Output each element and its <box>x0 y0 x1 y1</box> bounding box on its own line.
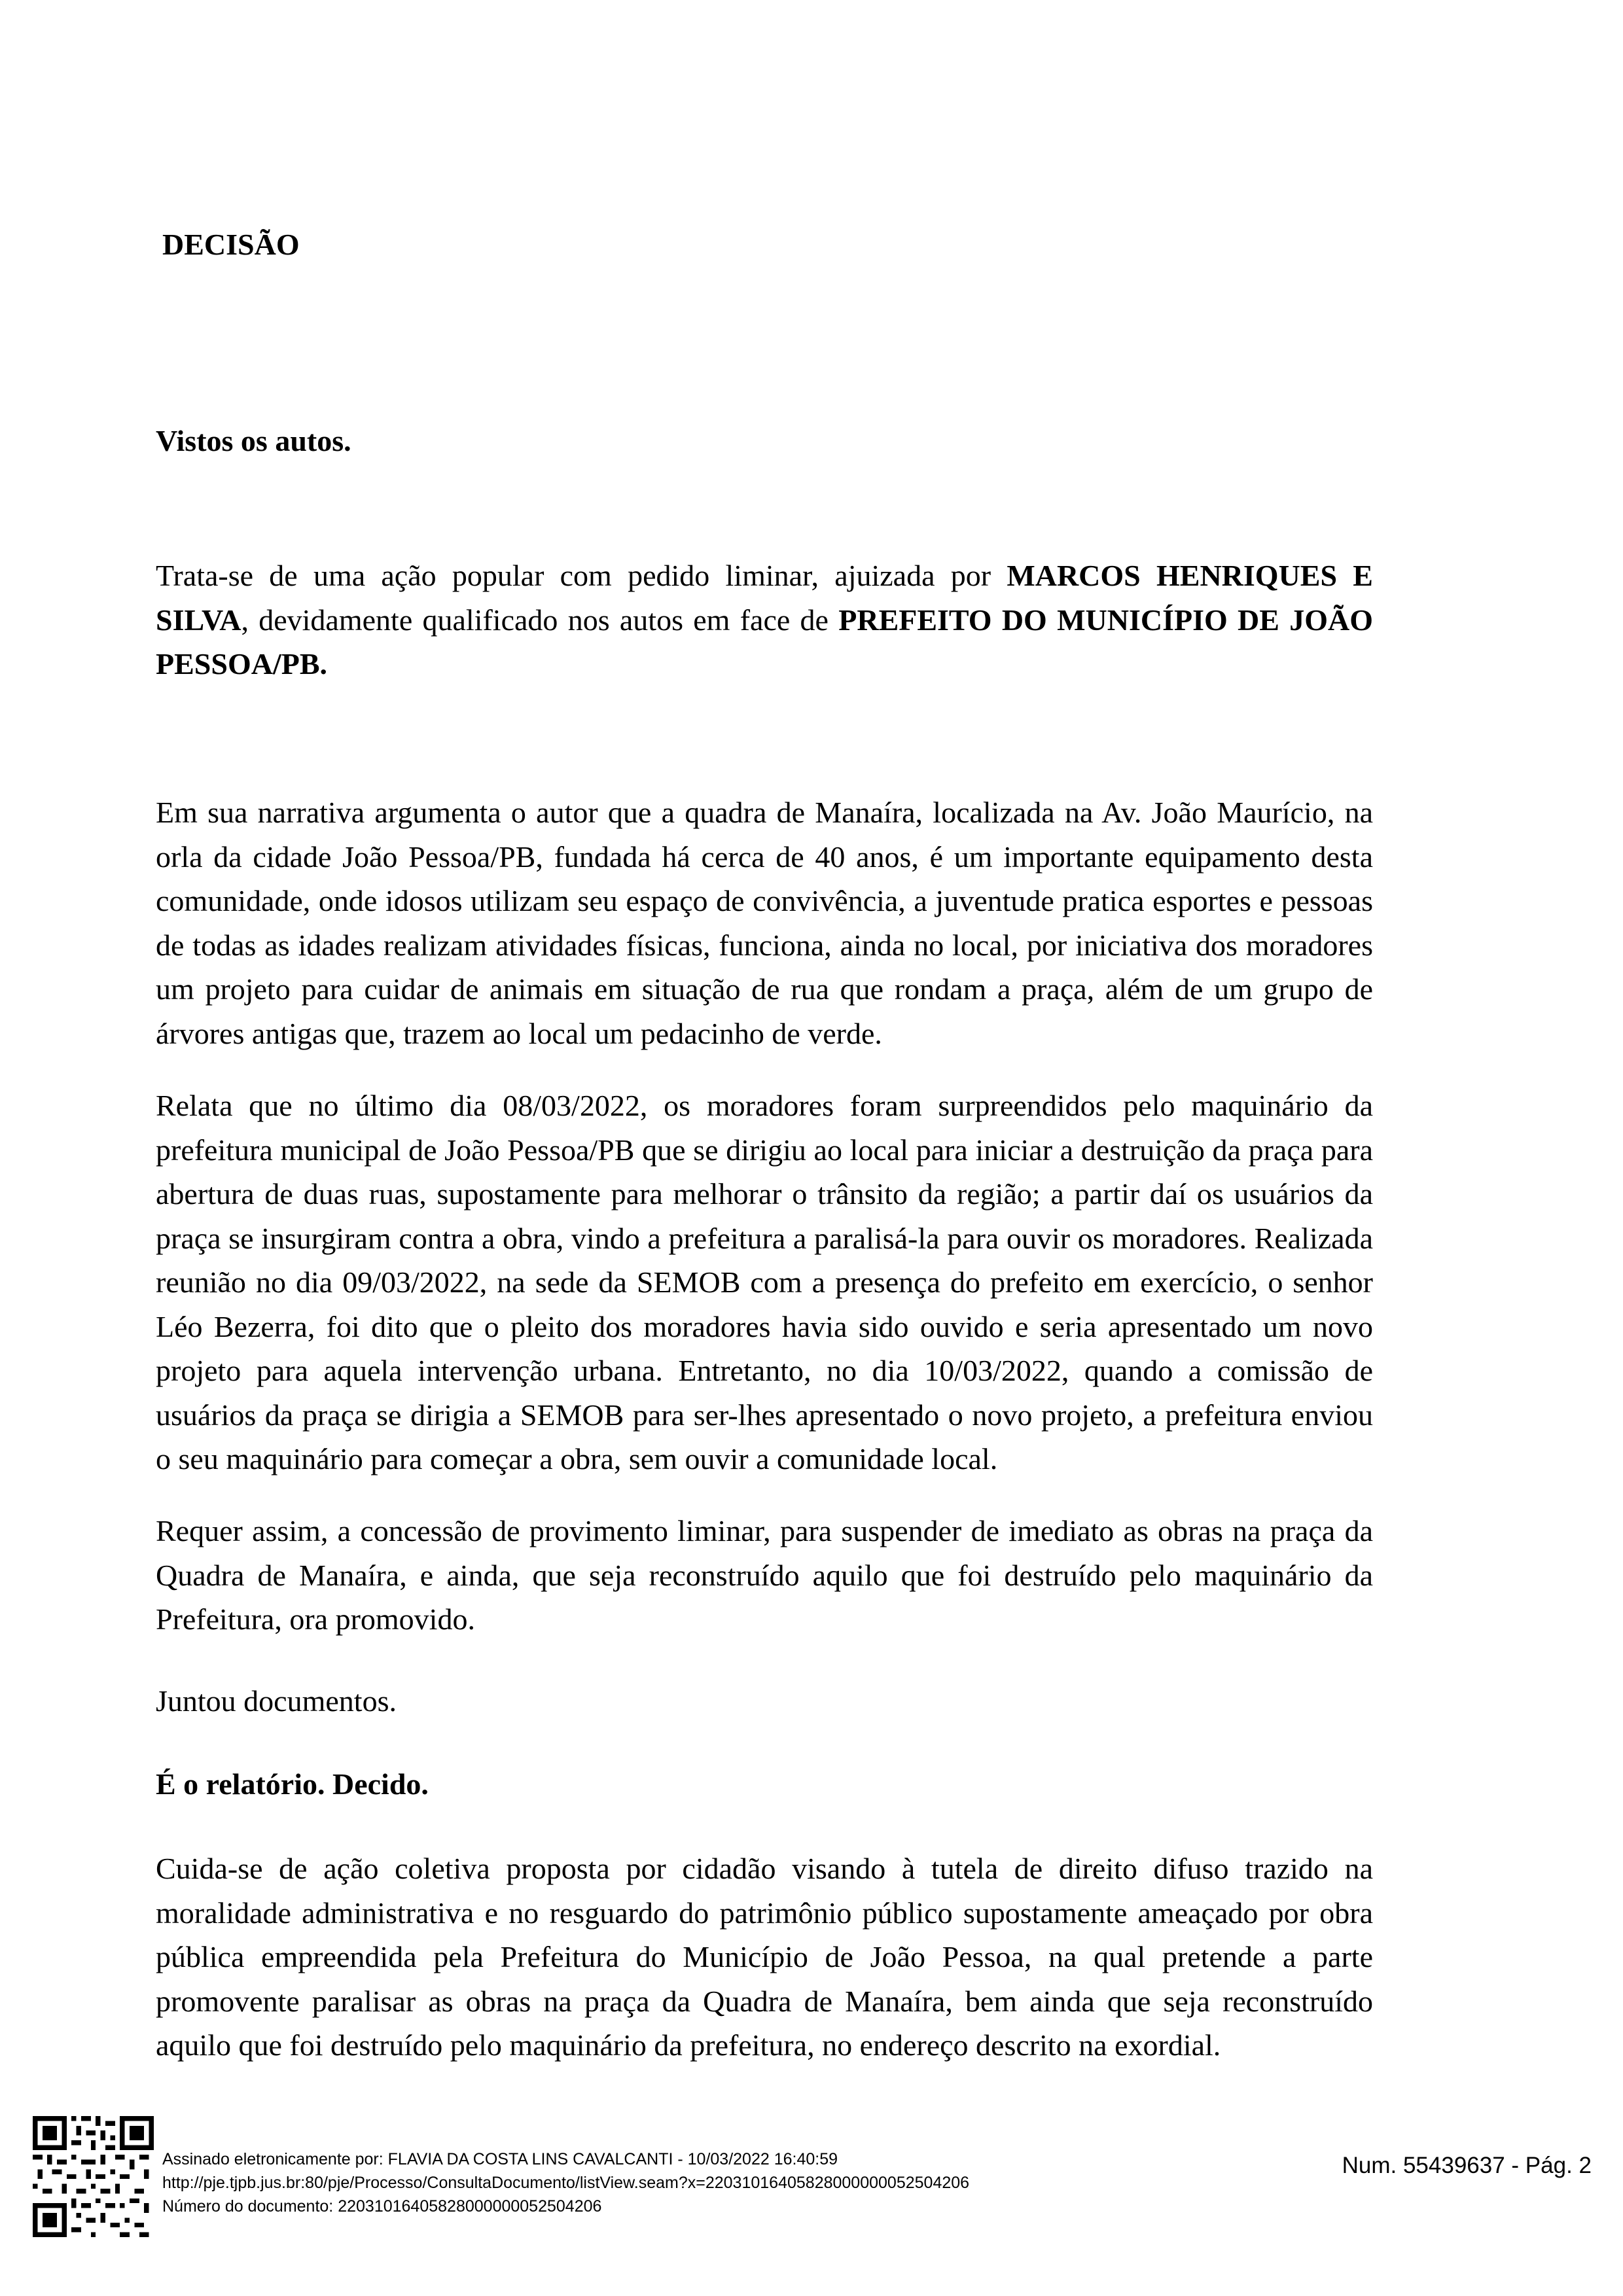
paragraph-request-text: Requer assim, a concessão de provimento liminar, para suspender de imediato as obras na praça da Quadra de Manaíra, e ainda, que seja reconstruído aquilo que foi destruído pelo maquinário da Prefeitura, ora promovido. <box>156 1514 1373 1636</box>
signature-line: Assinado eletronicamente por: FLAVIA DA COSTA LINS CAVALCANTI - 10/03/2022 16:40:59 <box>162 2150 838 2168</box>
p1-text-1: Trata-se de uma ação popular com pedido liminar, ajuizada por <box>156 559 1007 592</box>
vistos-line: Vistos os autos. <box>156 424 351 457</box>
decision-heading: DECISÃO <box>162 228 300 261</box>
paragraph-narrative <box>156 790 1373 1055</box>
paragraph-analysis <box>156 1846 1373 2068</box>
paragraph-request <box>156 1509 1373 1642</box>
p1-text-2: , devidamente qualificado nos autos em face de <box>241 603 839 637</box>
plaintiff-name: MARCOS HENRIQUES E SILVA <box>156 559 1373 637</box>
page-number: Num. 55439637 - Pág. 2 <box>1342 2153 1592 2178</box>
document-url[interactable]: http://pje.tjpb.jus.br:80/pje/Processo/ConsultaDocumento/listView.seam?x=22031016405828000000052504206 <box>162 2174 970 2192</box>
defendant-name: PREFEITO DO MUNICÍPIO DE JOÃO PESSOA/PB. <box>156 603 1373 680</box>
paragraph-documents-text: Juntou documentos. <box>156 1684 397 1718</box>
qr-code-icon[interactable] <box>33 2116 154 2237</box>
paragraph-analysis-text: Cuida-se de ação coletiva proposta por cidadão visando à tutela de direito difuso trazido na moralidade administrativa e no resguardo do patrimônio público supostamente ameaçado por obra pública empreendida pela Prefeitura do Município de João Pessoa, na qual pretende a parte promovente paralisar as obras na praça da Quadra de Manaíra, bem ainda que seja reconstruído aquilo que foi destruído pelo maquinário da prefeitura, no endereço descrito na exordial. <box>156 1852 1373 2062</box>
paragraph-parties <box>156 554 1373 686</box>
paragraph-facts-text: Relata que no último dia 08/03/2022, os moradores foram surpreendidos pelo maquinário da prefeitura municipal de João Pessoa/PB que se dirigiu ao local para iniciar a destruição da praça para abertura de duas ruas, supostamente para melhorar o trânsito da região; a partir daí os usuários da praça se insurgiram contra a obra, vindo a prefeitura a paralisá-la para ouvir os moradores. Realizada reunião no dia 09/03/2022, na sede da SEMOB com a presença do prefeito em exercício, o senhor Léo Bezerra, foi dito que o pleito dos moradores havia sido ouvido e seria apresentado um novo projeto para aquela intervenção urbana. Entretanto, no dia 10/03/2022, quando a comissão de usuários da praça se dirigia a SEMOB para ser-lhes apresentado o novo projeto, a prefeitura enviou o seu maquinário para começar a obra, sem ouvir a comunidade local. <box>156 1089 1373 1475</box>
paragraph-report <box>156 1762 1373 1807</box>
paragraph-narrative-text: Em sua narrativa argumenta o autor que a quadra de Manaíra, localizada na Av. João Maurício, na orla da cidade João Pessoa/PB, fundada há cerca de 40 anos, é um importante equipamento desta comunidade, onde idosos utilizam seu espaço de convivência, a juventude pratica esportes e pessoas de todas as idades realizam atividades físicas, funciona, ainda no local, por iniciativa dos moradores um projeto para cuidar de animais em situação de rua que rondam a praça, além de um grupo de árvores antigas que, trazem ao local um pedacinho de verde. <box>156 796 1373 1050</box>
paragraph-documents <box>156 1679 1373 1723</box>
document-number: Número do documento: 22031016405828000000052504206 <box>162 2197 602 2216</box>
paragraph-report-text: É o relatório. Decido. <box>156 1767 429 1801</box>
paragraph-facts <box>156 1084 1373 1481</box>
